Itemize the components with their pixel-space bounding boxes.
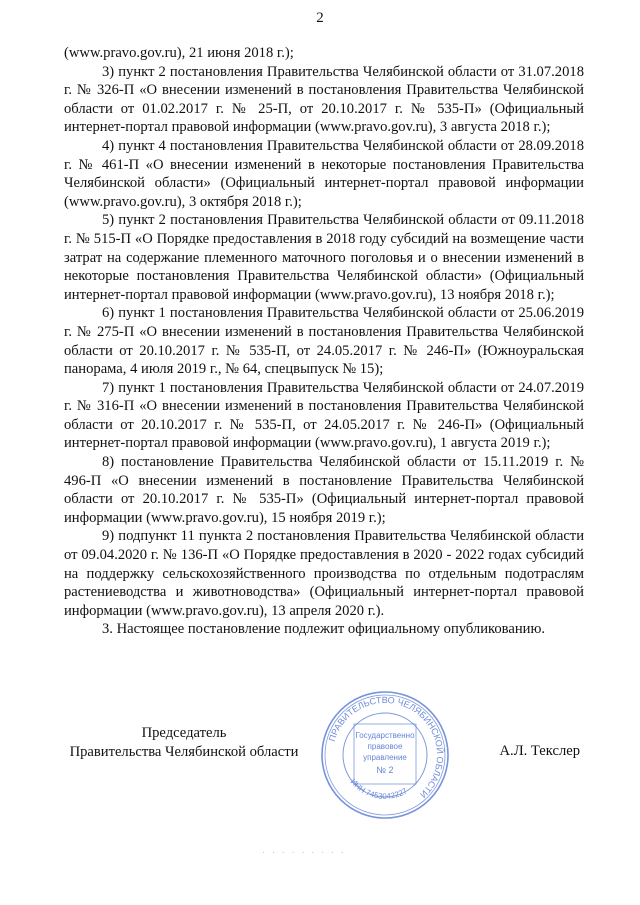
seal-inner-line1: Государственно — [355, 731, 415, 740]
paragraph-item-5: 5) пункт 2 постановления Правительства Челябинской области от 09.11.2018 г. № 515-П «О Порядке предоставления в 2018 году субсидий на возмещение части затрат на содержание племенного маточного поголовья и о внесении изменений в некоторые постановления Правительства Челябинской области» (Официальный интернет-портал правовой информации (www.pravo.gov.ru), 13 ноября 2018 г.); — [64, 212, 584, 303]
seal-inner-line4: № 2 — [376, 765, 394, 775]
signatory-name: А.Л. Текслер — [499, 743, 580, 759]
paragraph-item-8: 8) постановление Правительства Челябинской области от 15.11.2019 г. № 496-П «О внесении изменений в постановление Правительства Челябинской области от 20.10.2017 г. № 535-П» (Официальный интернет-портал правовой информации (www.pravo.gov.ru), 15 ноября 2019 г.); — [64, 454, 584, 526]
seal-inner-line3: управление — [363, 753, 407, 762]
paragraph-item-3: 3) пункт 2 постановления Правительства Челябинской области от 31.07.2018 г. № 326-П «О внесении изменений в постановления Правительства Челябинской области от 01.02.2017 г. № 25-П, от 20.10.2017 г. № 535-П» (Официальный интернет-портал правовой информации (www.pravo.gov.ru), 3 августа 2018 г.); — [64, 63, 584, 136]
signatory-title-line1: Председатель — [141, 725, 227, 741]
paragraph-item-9: 9) подпункт 11 пункта 2 постановления Правительства Челябинской области от 09.04.2020 г. № 136-П «О Порядке предоставления в 2020 - 2022 годах субсидий на поддержку сельскохозяйственного производства по отдельным подотраслям растениеводства и животноводства» (Официальный интернет-портал правовой информации (www.pravo.gov.ru), 13 апреля 2020 г.). — [64, 528, 584, 619]
paragraph-section-3: 3. Настоящее постановление подлежит официальному опубликованию. — [102, 621, 546, 638]
page-number: 2 — [316, 10, 324, 26]
paragraph-item-4: 4) пункт 4 постановления Правительства Челябинской области от 28.09.2018 г. № 461-П «О внесении изменений в некоторые постановления Правительства Челябинской области» (Официальный интернет-портал правовой информации (www.pravo.gov.ru), 3 октября 2018 г.); — [64, 137, 584, 210]
signatory-title — [64, 724, 304, 761]
document-body — [64, 44, 584, 639]
seal-bottom-text: ИНН 7453042227 — [348, 777, 409, 801]
paragraph-continuation: (www.pravo.gov.ru), 21 июня 2018 г.); — [64, 45, 294, 61]
paragraph-item-7: 7) пункт 1 постановления Правительства Челябинской области от 24.07.2019 г. № 316-П «О внесении изменений в постановления Правительства Челябинской области от 20.10.2017 г. № 535-П, от 24.05.2017 г. № 246-П» (Официальный интернет-портал правовой информации (www.pravo.gov.ru), 1 августа 2019 г.); — [64, 379, 584, 452]
signatory-title-line2: Правительства Челябинской области — [69, 743, 299, 760]
seal-inner-line2: правовое — [367, 742, 403, 751]
faint-scan-mark: · · · · · · · · · — [262, 848, 346, 859]
seal-ring-text: ПРАВИТЕЛЬСТВО ЧЕЛЯБИНСКОЙ ОБЛАСТИ — [326, 694, 446, 800]
official-seal-stamp — [318, 688, 452, 822]
paragraph-item-6: 6) пункт 1 постановления Правительства Челябинской области от 25.06.2019 г. № 275-П «О внесении изменений в постановления Правительства Челябинской области от 20.10.2017 г. № 535-П, от 24.05.2017 г. № 246-П» (Южноуральская панорама, 4 июля 2019 г., № 64, спецвыпуск № 15); — [64, 305, 584, 378]
